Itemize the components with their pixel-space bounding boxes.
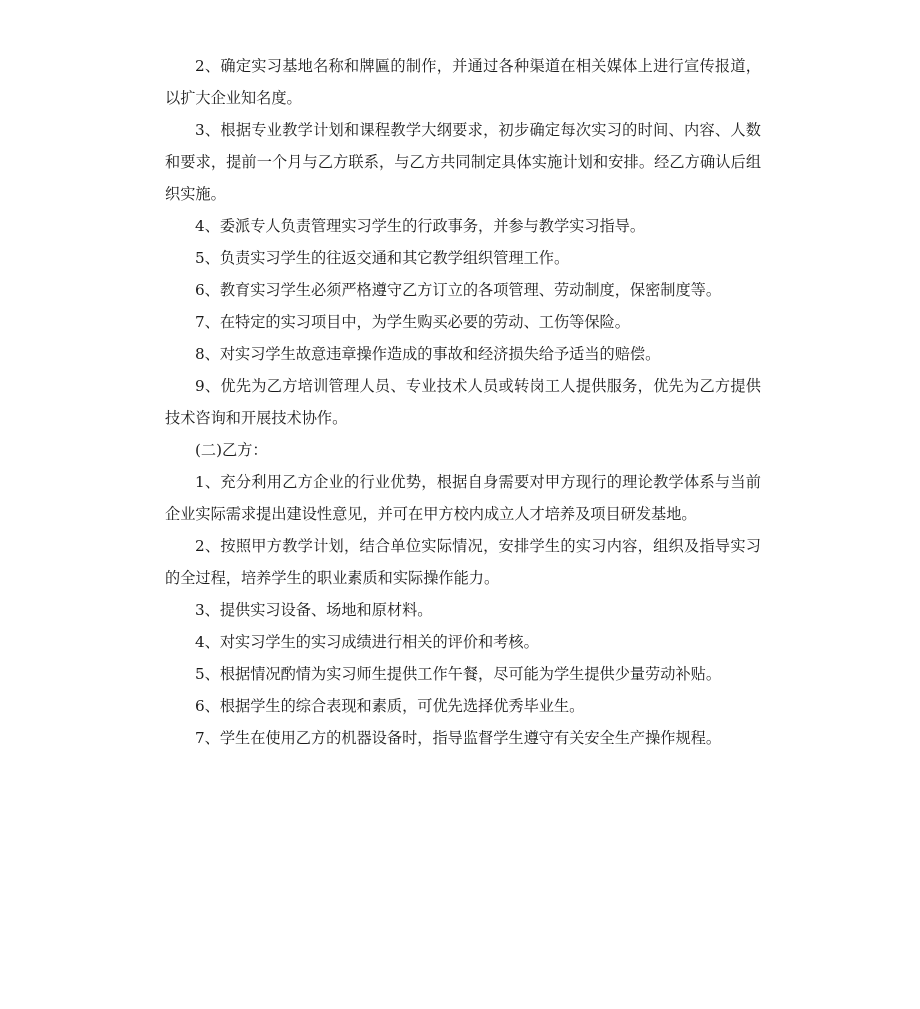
paragraph-yi-3: 3、提供实习设备、场地和原材料。	[195, 601, 433, 619]
paragraph-yi-5: 5、根据情况酌情为实习师生提供工作午餐，尽可能为学生提供少量劳动补贴。	[195, 665, 722, 683]
paragraph-yi-7: 7、学生在使用乙方的机器设备时，指导监督学生遵守有关安全生产操作规程。	[195, 729, 722, 747]
paragraph-yi-6: 6、根据学生的综合表现和素质，可优先选择优秀毕业生。	[195, 697, 585, 715]
paragraph-jia-5: 5、负责实习学生的往返交通和其它教学组织管理工作。	[195, 249, 570, 267]
document-body	[165, 50, 761, 754]
paragraph-jia-4: 4、委派专人负责管理实习学生的行政事务，并参与教学实习指导。	[195, 217, 646, 235]
paragraph-jia-7: 7、在特定的实习项目中，为学生购买必要的劳动、工伤等保险。	[195, 313, 630, 331]
section-heading-yi: (二)乙方：	[195, 441, 268, 459]
paragraph-jia-3: 3、根据专业教学计划和课程教学大纲要求，初步确定每次实习的时间、内容、人数和要求，提前一个月与乙方联系，与乙方共同制定具体实施计划和安排。经乙方确认后组织实施。	[165, 121, 761, 203]
paragraph-jia-8: 8、对实习学生故意违章操作造成的事故和经济损失给予适当的赔偿。	[195, 345, 661, 363]
paragraph-yi-2: 2、按照甲方教学计划，结合单位实际情况，安排学生的实习内容，组织及指导实习的全过程，培养学生的职业素质和实际操作能力。	[165, 537, 761, 587]
paragraph-jia-2: 2、确定实习基地名称和牌匾的制作，并通过各种渠道在相关媒体上进行宣传报道，以扩大企业知名度。	[165, 57, 761, 107]
paragraph-yi-1: 1、充分利用乙方企业的行业优势，根据自身需要对甲方现行的理论教学体系与当前企业实际需求提出建设性意见，并可在甲方校内成立人才培养及项目研发基地。	[165, 473, 761, 523]
paragraph-jia-6: 6、教育实习学生必须严格遵守乙方订立的各项管理、劳动制度，保密制度等。	[195, 281, 722, 299]
paragraph-jia-9: 9、优先为乙方培训管理人员、专业技术人员或转岗工人提供服务，优先为乙方提供技术咨询和开展技术协作。	[165, 377, 761, 427]
paragraph-yi-4: 4、对实习学生的实习成绩进行相关的评价和考核。	[195, 633, 539, 651]
